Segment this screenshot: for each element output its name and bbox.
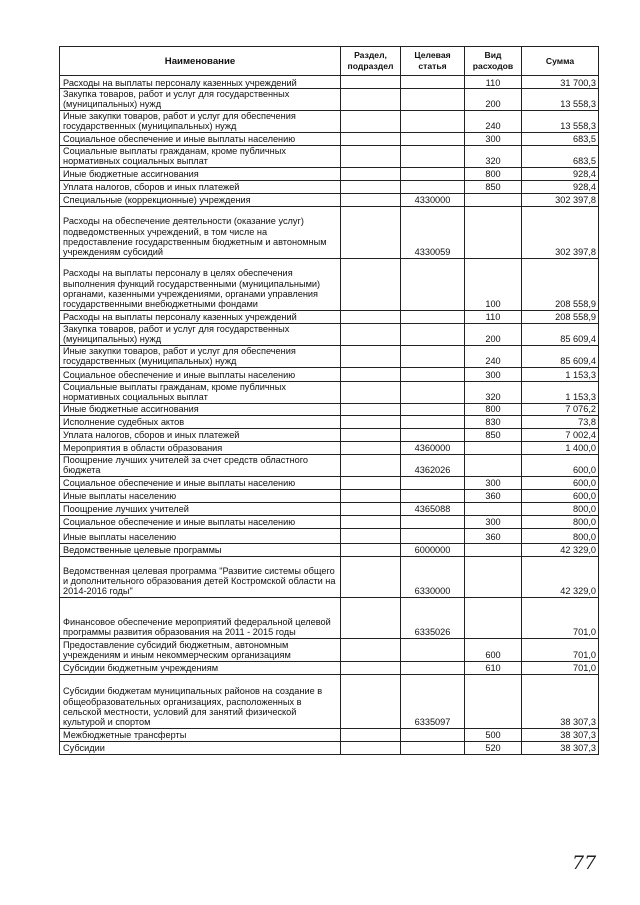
cell-type: [465, 206, 522, 258]
cell-type: 800: [465, 403, 522, 415]
cell-name: Исполнение судебных актов: [60, 415, 341, 428]
cell-sum: 683,5: [522, 132, 599, 145]
cell-type: 320: [465, 381, 522, 403]
table-row: [60, 502, 599, 515]
table-row: [60, 661, 599, 674]
cell-sum: 85 609,4: [522, 323, 599, 345]
cell-type: 300: [465, 367, 522, 381]
cell-type: [465, 193, 522, 206]
cell-name: Социальные выплаты гражданам, кроме публичных нормативных социальных выплат: [60, 381, 341, 403]
budget-table-container: [59, 46, 598, 755]
cell-section: [341, 180, 401, 193]
cell-name: Расходы на выплаты персоналу казенных учреждений: [60, 310, 341, 323]
cell-section: [341, 345, 401, 367]
cell-section: [341, 454, 401, 476]
cell-type: 240: [465, 110, 522, 132]
cell-sum: 13 558,3: [522, 110, 599, 132]
cell-name: Социальное обеспечение и иные выплаты населению: [60, 515, 341, 528]
cell-type: 360: [465, 489, 522, 502]
cell-target: [401, 741, 465, 754]
table-row: [60, 441, 599, 454]
cell-type: 520: [465, 741, 522, 754]
cell-target: 6335097: [401, 674, 465, 728]
table-row: [60, 258, 599, 310]
cell-section: [341, 661, 401, 674]
cell-sum: 302 397,8: [522, 206, 599, 258]
cell-name: Специальные (коррекционные) учреждения: [60, 193, 341, 206]
cell-sum: 701,0: [522, 638, 599, 661]
cell-target: [401, 345, 465, 367]
cell-section: [341, 310, 401, 323]
cell-type: [465, 556, 522, 597]
cell-name: Мероприятия в области образования: [60, 441, 341, 454]
cell-sum: 7 076,2: [522, 403, 599, 415]
cell-section: [341, 638, 401, 661]
cell-name: Социальное обеспечение и иные выплаты населению: [60, 476, 341, 489]
cell-section: [341, 323, 401, 345]
cell-type: [465, 502, 522, 515]
cell-type: 200: [465, 323, 522, 345]
cell-sum: 31 700,3: [522, 76, 599, 89]
cell-target: [401, 428, 465, 441]
cell-name: Расходы на выплаты персоналу казенных учреждений: [60, 76, 341, 89]
table-row: [60, 415, 599, 428]
cell-section: [341, 89, 401, 111]
cell-sum: 42 329,0: [522, 543, 599, 556]
cell-sum: 38 307,3: [522, 674, 599, 728]
cell-section: [341, 403, 401, 415]
cell-type: 850: [465, 180, 522, 193]
header-target: Целевая статья: [401, 47, 465, 76]
cell-sum: 683,5: [522, 145, 599, 167]
cell-name: Уплата налогов, сборов и иных платежей: [60, 180, 341, 193]
table-row: [60, 167, 599, 180]
table-row: [60, 76, 599, 89]
cell-target: [401, 367, 465, 381]
header-sum: Сумма: [522, 47, 599, 76]
cell-type: 360: [465, 528, 522, 543]
table-row: [60, 515, 599, 528]
cell-target: [401, 381, 465, 403]
cell-target: 4330000: [401, 193, 465, 206]
table-body: [60, 76, 599, 755]
table-row: [60, 345, 599, 367]
cell-section: [341, 132, 401, 145]
cell-type: 110: [465, 76, 522, 89]
cell-sum: 800,0: [522, 515, 599, 528]
cell-section: [341, 367, 401, 381]
table-row: [60, 323, 599, 345]
table-row: [60, 367, 599, 381]
cell-name: Ведомственные целевые программы: [60, 543, 341, 556]
cell-name: Поощрение лучших учителей: [60, 502, 341, 515]
cell-section: [341, 415, 401, 428]
cell-section: [341, 597, 401, 638]
cell-section: [341, 515, 401, 528]
cell-name: Социальное обеспечение и иные выплаты населению: [60, 367, 341, 381]
cell-target: [401, 132, 465, 145]
cell-name: Межбюджетные трансферты: [60, 728, 341, 741]
cell-target: 4365088: [401, 502, 465, 515]
cell-target: [401, 515, 465, 528]
cell-name: Иные закупки товаров, работ и услуг для обеспечения государственных (муниципальных) нужд: [60, 345, 341, 367]
cell-name: Субсидии: [60, 741, 341, 754]
table-row: [60, 454, 599, 476]
cell-type: [465, 543, 522, 556]
table-header-row: [60, 47, 599, 76]
cell-type: 500: [465, 728, 522, 741]
cell-target: 6330000: [401, 556, 465, 597]
cell-target: 4360000: [401, 441, 465, 454]
cell-section: [341, 502, 401, 515]
cell-type: 320: [465, 145, 522, 167]
table-row: [60, 310, 599, 323]
cell-section: [341, 145, 401, 167]
table-row: [60, 556, 599, 597]
table-row: [60, 741, 599, 754]
cell-sum: 13 558,3: [522, 89, 599, 111]
cell-target: 4330059: [401, 206, 465, 258]
cell-target: 6335026: [401, 597, 465, 638]
cell-target: [401, 403, 465, 415]
cell-target: 6000000: [401, 543, 465, 556]
cell-target: 4362026: [401, 454, 465, 476]
cell-sum: 928,4: [522, 180, 599, 193]
cell-section: [341, 428, 401, 441]
cell-name: Иные выплаты населению: [60, 528, 341, 543]
cell-target: [401, 528, 465, 543]
cell-target: [401, 661, 465, 674]
cell-section: [341, 741, 401, 754]
table-row: [60, 110, 599, 132]
cell-sum: 600,0: [522, 489, 599, 502]
cell-type: [465, 597, 522, 638]
cell-section: [341, 543, 401, 556]
cell-sum: 85 609,4: [522, 345, 599, 367]
cell-section: [341, 528, 401, 543]
cell-section: [341, 193, 401, 206]
cell-type: [465, 441, 522, 454]
cell-sum: 600,0: [522, 454, 599, 476]
cell-type: 240: [465, 345, 522, 367]
cell-sum: 701,0: [522, 661, 599, 674]
table-row: [60, 206, 599, 258]
table-row: [60, 381, 599, 403]
cell-name: Иные бюджетные ассигнования: [60, 167, 341, 180]
cell-target: [401, 728, 465, 741]
cell-type: 600: [465, 638, 522, 661]
cell-target: [401, 167, 465, 180]
cell-sum: 42 329,0: [522, 556, 599, 597]
cell-target: [401, 180, 465, 193]
cell-target: [401, 489, 465, 502]
cell-name: Уплата налогов, сборов и иных платежей: [60, 428, 341, 441]
cell-sum: 800,0: [522, 502, 599, 515]
table-row: [60, 489, 599, 502]
cell-target: [401, 415, 465, 428]
cell-name: Субсидии бюджетным учреждениям: [60, 661, 341, 674]
cell-section: [341, 441, 401, 454]
table-row: [60, 528, 599, 543]
cell-name: Субсидии бюджетам муниципальных районов на создание в общеобразовательных организациях, расположенных в сельской местности, условий для занятий физической культурой и спортом: [60, 674, 341, 728]
cell-name: Ведомственная целевая программа "Развитие системы общего и дополнительного образования детей Костромской области на 2014-2016 годы": [60, 556, 341, 597]
cell-section: [341, 476, 401, 489]
cell-sum: 208 558,9: [522, 258, 599, 310]
cell-type: [465, 454, 522, 476]
table-row: [60, 728, 599, 741]
cell-type: 300: [465, 515, 522, 528]
cell-sum: 701,0: [522, 597, 599, 638]
cell-sum: 73,8: [522, 415, 599, 428]
cell-section: [341, 167, 401, 180]
table-row: [60, 674, 599, 728]
cell-name: Финансовое обеспечение мероприятий федеральной целевой программы развития образования на 2011 - 2015 годы: [60, 597, 341, 638]
cell-type: 800: [465, 167, 522, 180]
header-name: Наименование: [60, 47, 341, 76]
cell-name: Иные закупки товаров, работ и услуг для обеспечения государственных (муниципальных) нужд: [60, 110, 341, 132]
cell-section: [341, 206, 401, 258]
cell-sum: 1 400,0: [522, 441, 599, 454]
cell-target: [401, 476, 465, 489]
cell-sum: 208 558,9: [522, 310, 599, 323]
cell-target: [401, 76, 465, 89]
cell-target: [401, 638, 465, 661]
cell-name: Иные бюджетные ассигнования: [60, 403, 341, 415]
cell-sum: 1 153,3: [522, 367, 599, 381]
table-row: [60, 428, 599, 441]
cell-section: [341, 489, 401, 502]
cell-type: 200: [465, 89, 522, 111]
budget-table: [59, 46, 599, 755]
cell-name: Закупка товаров, работ и услуг для государственных (муниципальных) нужд: [60, 323, 341, 345]
cell-type: 830: [465, 415, 522, 428]
cell-type: 300: [465, 476, 522, 489]
cell-name: Иные выплаты населению: [60, 489, 341, 502]
cell-section: [341, 110, 401, 132]
header-section: Раздел, подраздел: [341, 47, 401, 76]
table-row: [60, 180, 599, 193]
cell-sum: 38 307,3: [522, 741, 599, 754]
table-row: [60, 89, 599, 111]
table-row: [60, 638, 599, 661]
cell-section: [341, 76, 401, 89]
cell-sum: 302 397,8: [522, 193, 599, 206]
cell-target: [401, 258, 465, 310]
cell-target: [401, 145, 465, 167]
cell-name: Предоставление субсидий бюджетным, автономным учреждениям и иным некоммерческим организациям: [60, 638, 341, 661]
cell-name: Социальное обеспечение и иные выплаты населению: [60, 132, 341, 145]
cell-sum: 7 002,4: [522, 428, 599, 441]
cell-sum: 800,0: [522, 528, 599, 543]
page-number: 77: [572, 852, 597, 874]
cell-sum: 600,0: [522, 476, 599, 489]
cell-section: [341, 556, 401, 597]
cell-section: [341, 674, 401, 728]
cell-type: 300: [465, 132, 522, 145]
cell-name: Расходы на выплаты персоналу в целях обеспечения выполнения функций государственными (муниципальными) органами, казенными учреждениями, органами управления государственными внебюджетными фондами: [60, 258, 341, 310]
cell-section: [341, 258, 401, 310]
cell-name: Расходы на обеспечение деятельности (оказание услуг) подведомственных учреждений, в том числе на предоставление государственным бюджетным и автономным учреждениям субсидий: [60, 206, 341, 258]
cell-section: [341, 381, 401, 403]
cell-name: Социальные выплаты гражданам, кроме публичных нормативных социальных выплат: [60, 145, 341, 167]
cell-section: [341, 728, 401, 741]
cell-target: [401, 323, 465, 345]
cell-sum: 1 153,3: [522, 381, 599, 403]
header-type: Вид расходов: [465, 47, 522, 76]
table-row: [60, 476, 599, 489]
cell-sum: 928,4: [522, 167, 599, 180]
cell-type: 850: [465, 428, 522, 441]
cell-type: 610: [465, 661, 522, 674]
table-row: [60, 543, 599, 556]
table-row: [60, 145, 599, 167]
cell-sum: 38 307,3: [522, 728, 599, 741]
cell-type: 100: [465, 258, 522, 310]
table-row: [60, 193, 599, 206]
cell-target: [401, 110, 465, 132]
table-row: [60, 132, 599, 145]
table-row: [60, 403, 599, 415]
cell-name: Закупка товаров, работ и услуг для государственных (муниципальных) нужд: [60, 89, 341, 111]
cell-type: [465, 674, 522, 728]
cell-name: Поощрение лучших учителей за счет средств областного бюджета: [60, 454, 341, 476]
cell-target: [401, 310, 465, 323]
cell-type: 110: [465, 310, 522, 323]
cell-target: [401, 89, 465, 111]
table-row: [60, 597, 599, 638]
